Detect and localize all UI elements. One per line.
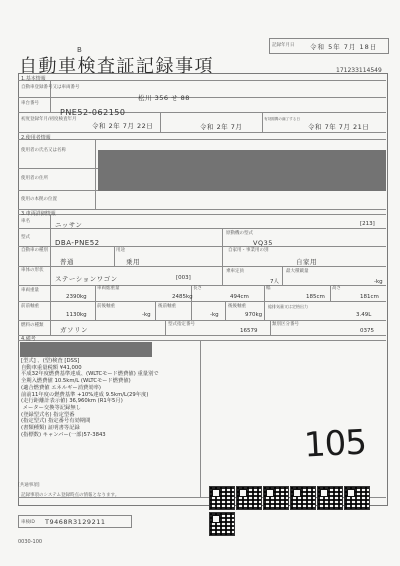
divider xyxy=(50,214,51,320)
gross-weight-label: 車両総重量 xyxy=(97,286,120,291)
divider xyxy=(114,246,115,266)
vehicle-weight-label: 車両重量 xyxy=(21,288,39,293)
divider xyxy=(18,209,386,210)
divider xyxy=(155,301,156,320)
user-address-label: 使用者の住所 xyxy=(21,176,48,181)
body-shape-value: ステーションワゴン xyxy=(55,275,118,283)
height-value: 181cm xyxy=(360,294,379,300)
issue-date-value: 令和 5年 7月 18日 xyxy=(310,43,378,51)
user-name-label: 使用者の氏名又は名称 xyxy=(21,148,66,153)
divider xyxy=(270,320,271,335)
qr-code-icon xyxy=(209,512,235,536)
max-load-label: 最大積載量 xyxy=(286,269,309,274)
divider xyxy=(262,112,263,132)
width-label: 幅 xyxy=(266,286,271,291)
type-designation-label: 型式指定番号 xyxy=(168,322,195,327)
model-value: DBA-PNE52 xyxy=(55,239,100,247)
vehicle-weight-value: 2390kg xyxy=(66,294,87,300)
divider xyxy=(18,214,386,215)
first-reg-label: 初度登録年月/初度検査年月 xyxy=(21,117,77,122)
divider xyxy=(95,285,96,320)
divider xyxy=(165,320,166,335)
redaction-block xyxy=(20,342,152,357)
divider xyxy=(18,139,386,140)
rear-rear-axle-value: 970kg xyxy=(245,312,263,318)
handwritten-number: 105 xyxy=(302,422,367,466)
front-front-axle-value: 1130kg xyxy=(66,312,87,318)
category-number-label: 類別区分番号 xyxy=(272,322,299,327)
qr-code-icon xyxy=(344,486,370,510)
first-reg-value: 令和 2年 7月 22日 xyxy=(92,122,154,130)
issue-date-box xyxy=(269,38,389,54)
issue-date-label: 記録年月日 xyxy=(272,43,295,48)
inspection-id-box xyxy=(18,515,132,528)
divider xyxy=(200,340,201,497)
document-number: 171233114549 xyxy=(336,67,382,74)
divider xyxy=(191,285,192,320)
body-shape-label: 車体の形状 xyxy=(21,268,44,273)
maker-value: ニッサン xyxy=(55,221,83,229)
section-vehicle-label: 3.車両詳細情報 xyxy=(21,211,56,217)
reg-number-label: 自動車登録番号又は車両番号 xyxy=(21,85,80,90)
engine-type-value: VQ35 xyxy=(253,239,273,247)
divider xyxy=(18,266,386,267)
mid-date-value: 令和 2年 7月 xyxy=(200,123,243,131)
fuel-label: 燃料の種類 xyxy=(21,323,44,328)
system-note: 記録事項のシステム登録時点の情報となります。 xyxy=(21,493,120,498)
length-label: 長さ xyxy=(193,286,202,291)
engine-type-label: 原動機の型式 xyxy=(226,231,253,236)
kind-label: 自動車の種別 xyxy=(21,248,48,253)
divider xyxy=(330,285,331,302)
maker-label: 車名 xyxy=(21,219,30,224)
gross-weight-value: 2485kg xyxy=(172,294,193,300)
divider xyxy=(18,80,386,81)
page-title: 自動車検査証記録事項 xyxy=(19,56,214,77)
category-number-value: 0375 xyxy=(360,328,374,334)
divider xyxy=(18,335,386,336)
height-label: 高さ xyxy=(332,286,341,291)
divider xyxy=(50,320,51,335)
qr-code-icon xyxy=(209,486,235,510)
base-location-label: 使用の本拠の位置 xyxy=(21,197,57,202)
length-value: 494cm xyxy=(230,294,249,300)
expiry-value: 令和 7年 7月 21日 xyxy=(308,123,370,131)
expiry-label: 有効期間の満了する日 xyxy=(264,117,300,121)
displacement-label: 総排気量又は定格出力 xyxy=(268,304,308,309)
kind-value: 普通 xyxy=(60,258,74,266)
form-number: 0030-100 xyxy=(18,539,43,545)
chassis-number-label: 車台番号 xyxy=(21,101,39,106)
type-designation-value: 16579 xyxy=(240,328,258,334)
displacement-value: 3.49L xyxy=(356,312,372,318)
use-value: 乗用 xyxy=(126,258,140,266)
divider xyxy=(18,340,386,341)
section-remarks-label: 4.備考 xyxy=(21,336,36,342)
model-label: 型式 xyxy=(21,235,30,240)
qr-code-icon xyxy=(290,486,316,510)
max-load-value: -kg xyxy=(374,279,383,285)
qr-code-icon xyxy=(317,486,343,510)
private-use-value: 自家用 xyxy=(296,258,317,266)
qr-code-icon xyxy=(236,486,262,510)
divider xyxy=(95,139,96,209)
remarks-text: [型式] 、(型)検査 [DSS] 自動車重量税額 ¥41,000 平成32年度燃費基準達成、(WLTCモード燃費値) 重量別で 全期入燃費値 10.5km/L (WLTCモード燃費値) (適合燃費値 エネルギー消費効率) 前前11年度の燃費基準 +10%達成 9.5km/L(29年度) (走行距離計表示値) 36,960km (R1年5月) メーター交換等記録無し (登録型式名) 指定型番 (指定型式) 指定番号有効期間 (書類種類) 証明書等記録 (指標数) キャンバー(一部)57-3843 xyxy=(21,358,159,438)
front-rear-axle-label: 前後軸重 xyxy=(97,304,115,309)
common-notes-label: [共通事項] xyxy=(18,483,40,488)
section-basic-label: 1.基本情報 xyxy=(21,76,46,82)
divider xyxy=(18,97,386,98)
capacity-value: 7人 xyxy=(270,279,279,285)
front-rear-axle-value: -kg xyxy=(142,312,151,318)
divider xyxy=(160,112,161,132)
divider xyxy=(18,132,386,133)
maker-code: [213] xyxy=(360,221,375,227)
width-value: 185cm xyxy=(306,294,325,300)
section-owner-label: 2.使用者情報 xyxy=(21,135,51,141)
divider xyxy=(222,228,223,285)
divider xyxy=(264,285,265,320)
title-superscript: B xyxy=(77,46,82,54)
rear-rear-axle-label: 後後軸重 xyxy=(228,304,246,309)
fuel-value: ガソリン xyxy=(60,326,88,334)
rear-front-axle-value: -kg xyxy=(210,312,219,318)
chassis-number-value: PNE52-062150 xyxy=(60,108,126,117)
inspection-id-value: T9468R3129211 xyxy=(45,518,106,526)
qr-code-icon xyxy=(263,486,289,510)
front-front-axle-label: 前前軸重 xyxy=(21,304,39,309)
redaction-block xyxy=(98,150,386,191)
rear-front-axle-label: 後前軸重 xyxy=(158,304,176,309)
divider xyxy=(18,320,386,321)
body-shape-code: [003] xyxy=(176,275,191,281)
inspection-id-label: 車検ID xyxy=(21,520,35,525)
private-use-label: 自家用・事業用の別 xyxy=(228,248,269,253)
use-label: 用途 xyxy=(116,248,125,253)
reg-number-value: 松川 356 せ 88 xyxy=(138,94,190,102)
capacity-label: 乗車定員 xyxy=(226,269,244,274)
divider xyxy=(282,266,283,285)
divider xyxy=(225,301,226,320)
